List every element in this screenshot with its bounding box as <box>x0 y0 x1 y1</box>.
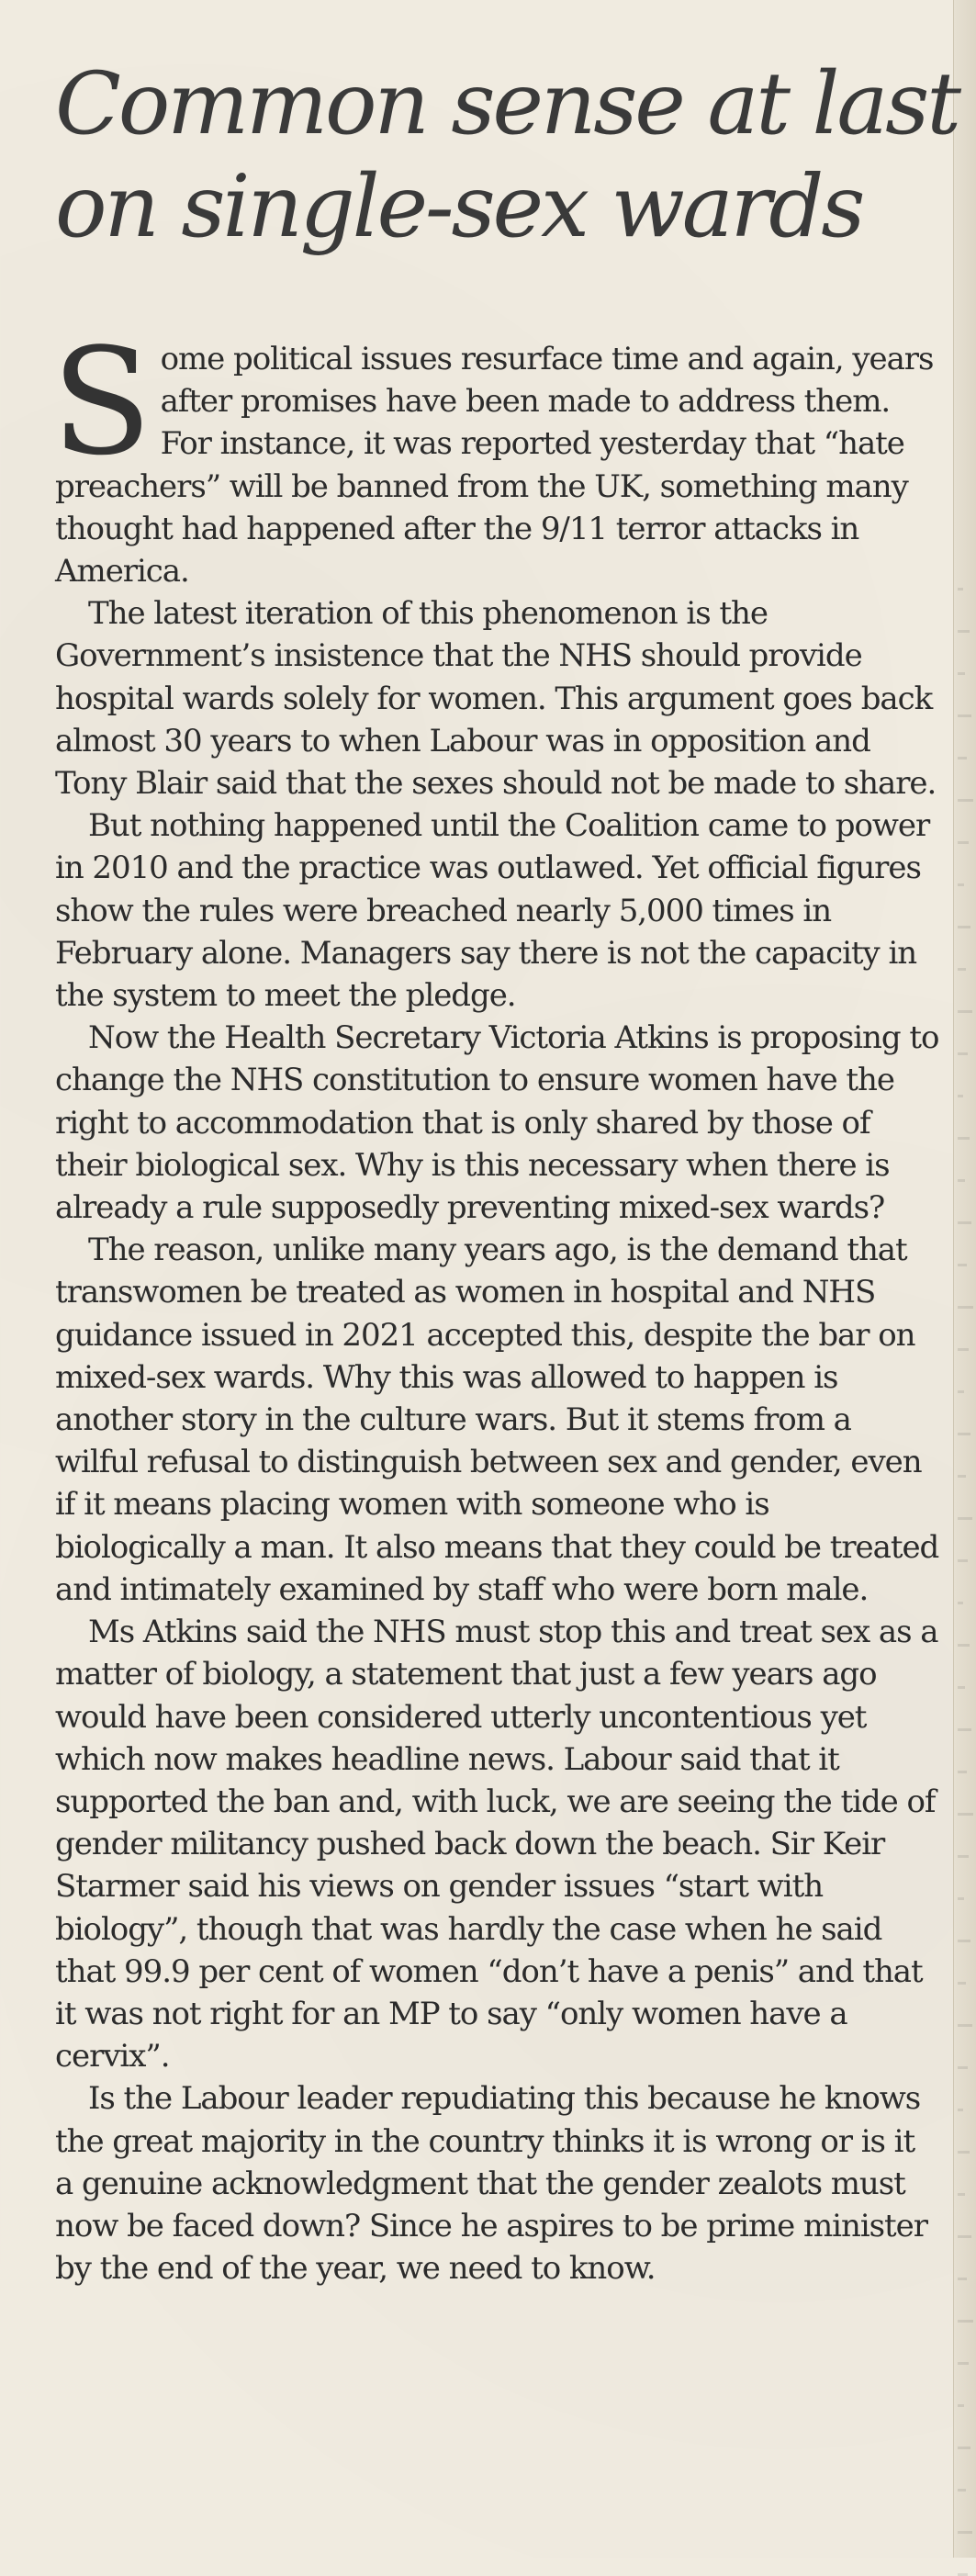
ghost-print-mark <box>958 1517 972 1520</box>
ghost-print-mark <box>958 1897 964 1900</box>
adjacent-column-edge <box>953 0 976 2558</box>
ghost-print-mark <box>958 1559 968 1562</box>
ghost-print-mark <box>958 2531 972 2534</box>
ghost-print-mark <box>958 757 967 759</box>
first-paragraph-text: ome political issues resurface time and again, years after promises have been made to address them. For instance, it was reported yesterday that “hate preachers” will be banned from the UK, something many thought had happened after the 9/11 terror attacks in America. <box>55 341 934 591</box>
ghost-print-mark <box>958 1940 970 1942</box>
ghost-print-mark <box>958 841 969 844</box>
ghost-print-mark <box>958 1348 969 1351</box>
headline: Common sense at last on single-sex wards <box>55 54 959 257</box>
article-paragraph-3: But nothing happened until the Coalition came to power in 2010 and the practice was outlawed. Yet official figures show the rules were breached nearly 5,000 times in February alone. Managers say there is not the capacity in the system to meet the pledge. <box>55 807 930 1015</box>
ghost-print-mark <box>958 1221 971 1224</box>
ghost-print-mark <box>958 2362 969 2365</box>
ghost-print-mark <box>958 1644 970 1647</box>
ghost-print-mark <box>958 1179 965 1182</box>
ghost-print-mark <box>958 1855 969 1858</box>
ghost-print-mark <box>958 1010 972 1013</box>
ghost-print-mark <box>958 2109 963 2111</box>
ghost-print-mark <box>958 1982 966 1985</box>
ghost-print-mark <box>958 1052 968 1055</box>
ghost-print-mark <box>958 2151 970 2154</box>
ghost-print-mark <box>958 2278 967 2280</box>
ghost-print-mark <box>958 1813 973 1816</box>
ghost-print-mark <box>958 883 964 886</box>
ghost-print-mark <box>958 630 970 633</box>
article-paragraph-2: The latest iteration of this phenomenon is the Government’s insistence that the NHS should provide hospital wards solely for women. This argument goes back almost 30 years to when Labour was in opposition and Tony Blair said that the sexes should not be made to share. <box>55 595 937 803</box>
ghost-print-mark <box>958 1137 970 1140</box>
ghost-print-mark <box>958 1686 965 1689</box>
ghost-print-mark <box>958 2404 964 2407</box>
ghost-print-mark <box>958 1390 964 1393</box>
ghost-print-mark <box>958 1095 963 1097</box>
ghost-print-mark <box>958 2320 973 2323</box>
ghost-print-mark <box>958 1771 967 1773</box>
ghost-print-mark <box>958 714 971 717</box>
ghost-print-mark <box>958 2447 970 2449</box>
ghost-print-mark <box>958 672 965 675</box>
ghost-print-mark <box>958 2024 972 2027</box>
article-paragraph-4: Now the Health Secretary Victoria Atkins is proposing to change the NHS constitution to ensure women have the right to accommodation that is only shared by those of their biological sex. Why is this necessary when there is already a rule supposedly preventing mixed-sex wards? <box>55 1019 939 1227</box>
drop-cap: S <box>51 316 151 488</box>
article-paragraph-1 <box>51 316 941 592</box>
ghost-print-mark <box>958 1433 970 1435</box>
ghost-print-mark <box>958 1728 971 1731</box>
ghost-print-mark <box>958 2066 968 2069</box>
article-paragraph-5: The reason, unlike many years ago, is the demand that transwomen be treated as women in hospital and NHS guidance issued in 2021 accepted this, despite the bar on mixed-sex wards. Why this was allowed to happen is another story in the culture wars. But it stems from a wilful refusal to distinguish between sex and gender, even if it means placing women with someone who is biologically a man. It also means that they could be treated and intimately examined by staff who were born male. <box>55 1232 939 1608</box>
ghost-print-mark <box>958 2235 971 2238</box>
article-body <box>51 316 941 2289</box>
ghost-print-mark <box>958 968 966 971</box>
ghost-print-mark <box>958 588 963 591</box>
ghost-print-mark <box>958 1264 967 1266</box>
article-paragraph-6: Ms Atkins said the NHS must stop this and treat sex as a matter of biology, a statement that just a few years ago would have been considered utterly uncontentious yet which now makes headline news. Labour said that it supported the ban and, with luck, we are seeing the tide of gender militancy pushed back down the beach. Sir Keir Starmer said his views on gender issues “start with biology”, though that was hardly the case when he said that 99.9 per cent of women “don’t have a penis” and that it was not right for an MP to say “only women have a cervix”. <box>55 1614 938 2075</box>
ghost-print-mark <box>958 2489 966 2492</box>
ghost-print-mark <box>958 1602 963 1604</box>
article-paragraph-7: Is the Labour leader repudiating this because he knows the great majority in the country thinks it is wrong or is it a genuine acknowledgment that the gender zealots must now be faced down? Since he aspires to be prime minister by the end of the year, we need to know. <box>55 2080 927 2288</box>
ghost-print-mark <box>958 2193 965 2196</box>
ghost-print-mark <box>958 1306 973 1309</box>
ghost-print-mark <box>958 799 973 802</box>
ghost-print-mark <box>958 1475 966 1478</box>
ghost-print-mark <box>958 926 970 928</box>
